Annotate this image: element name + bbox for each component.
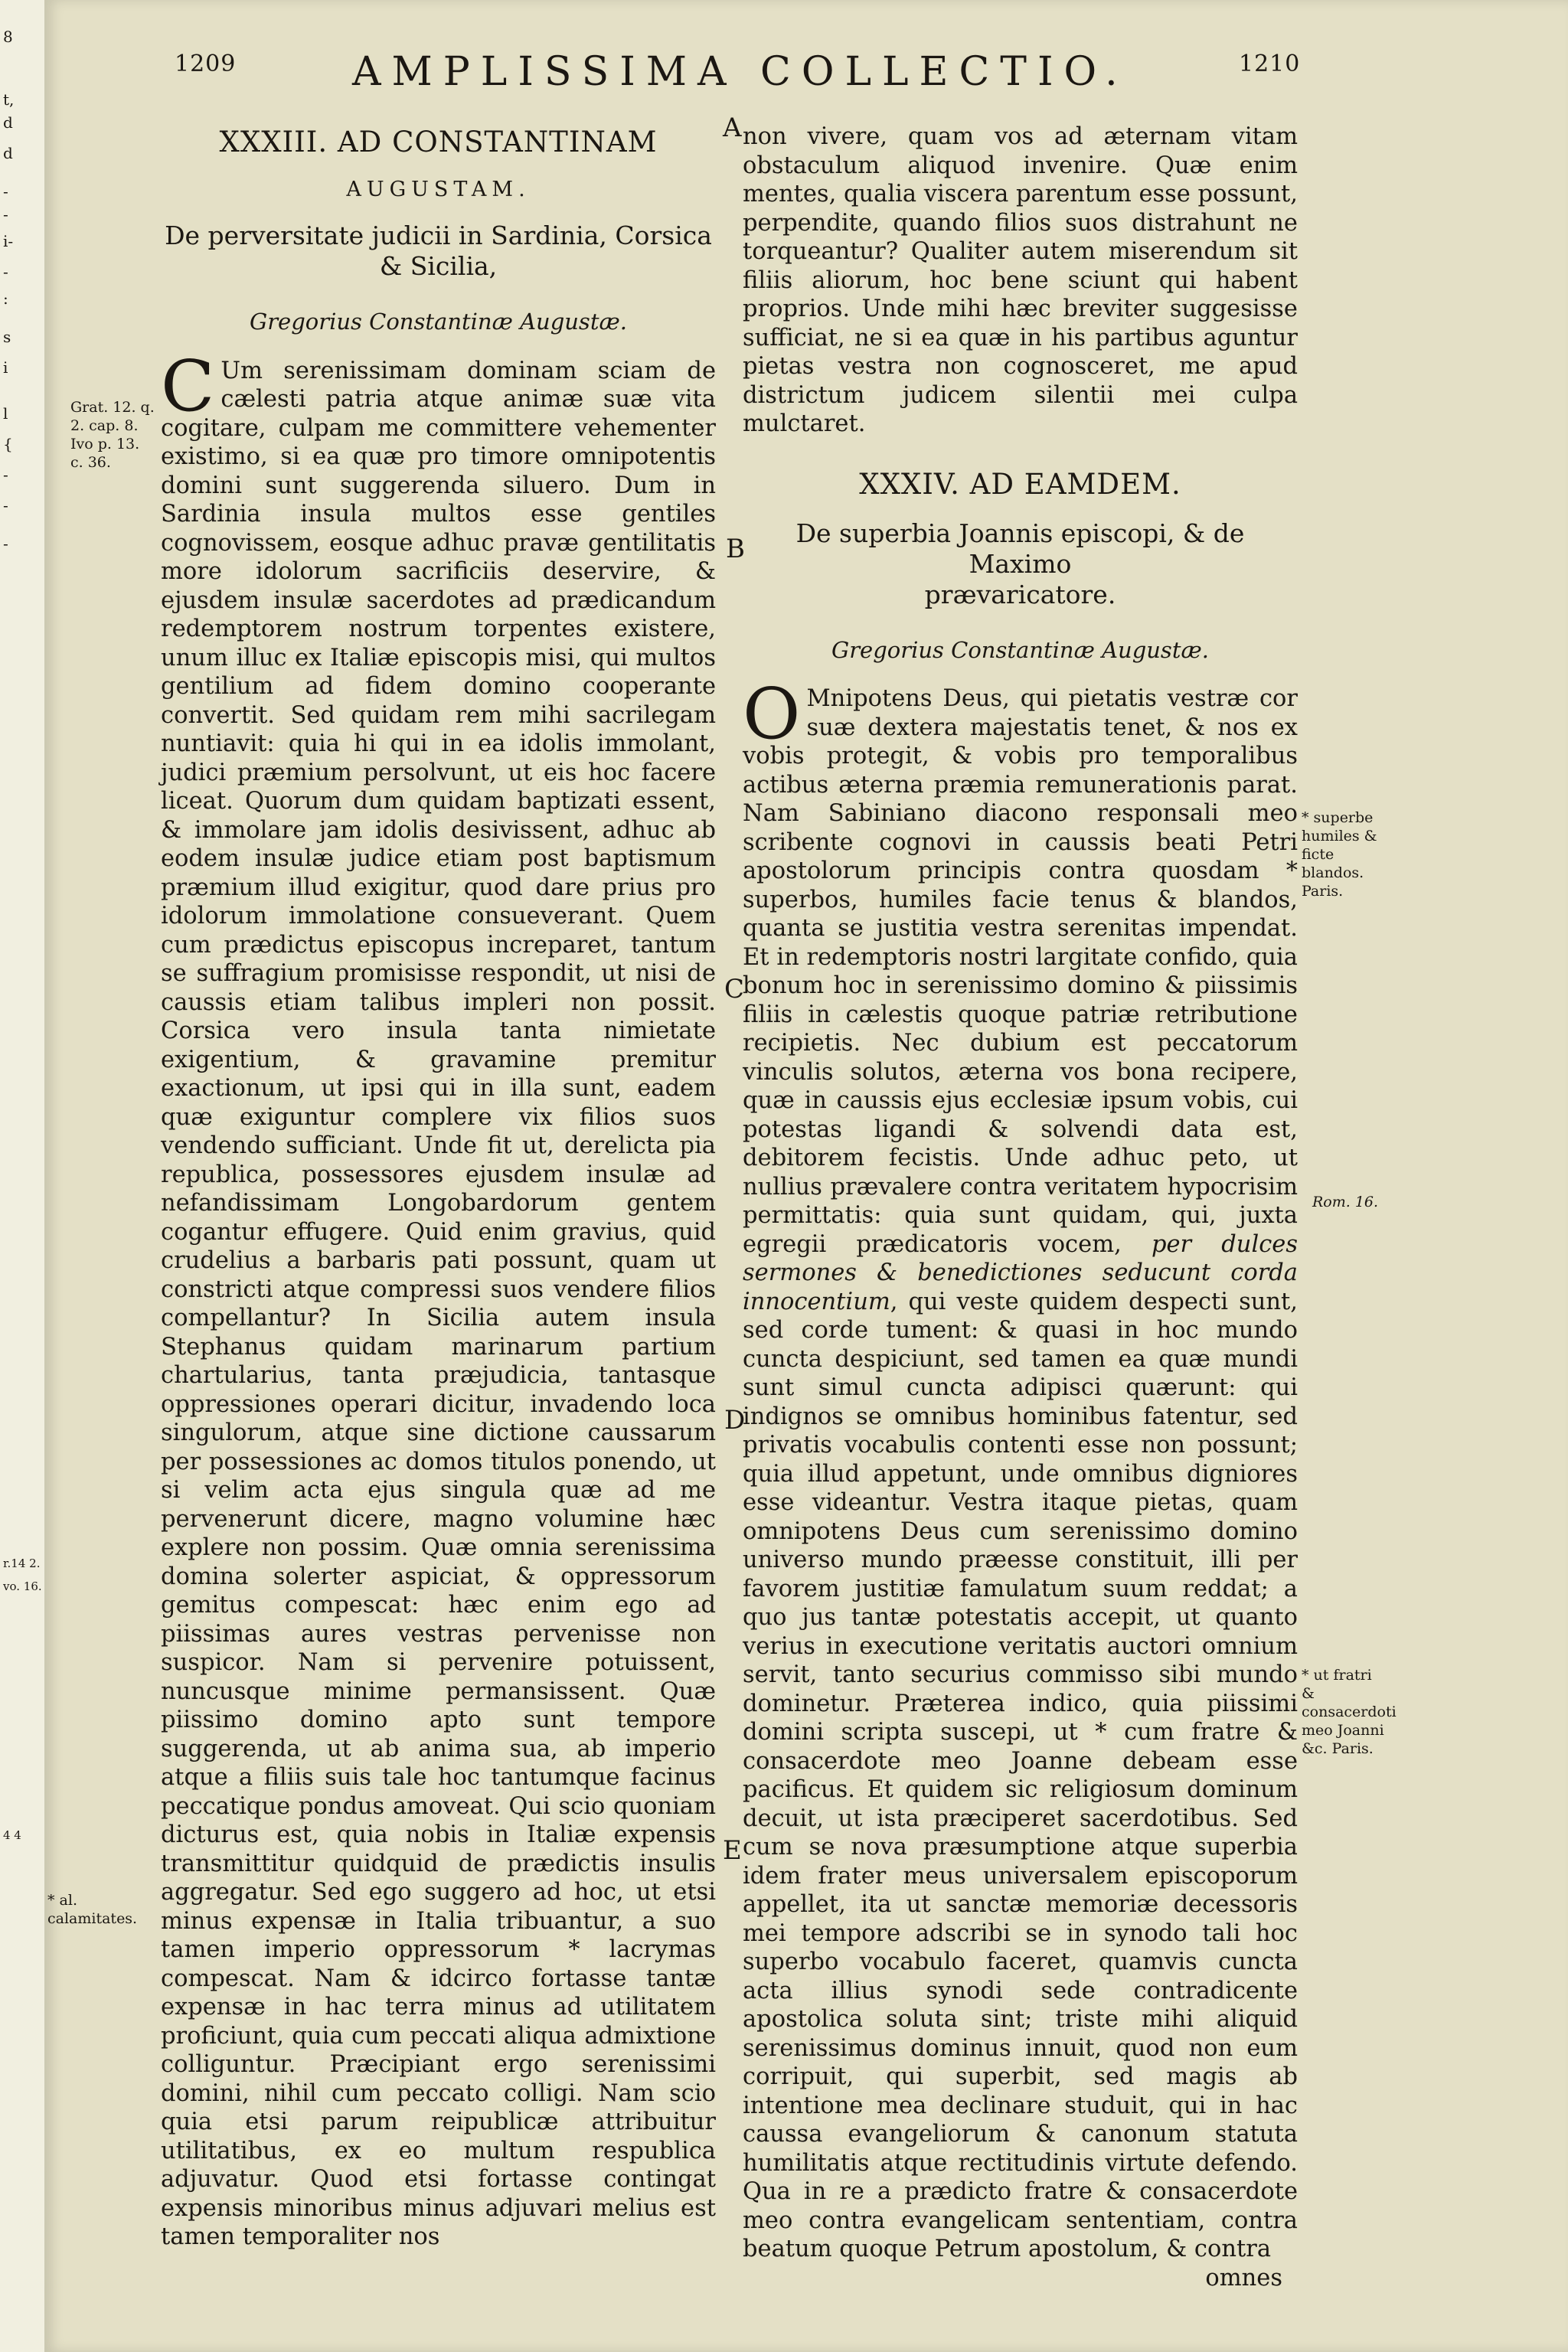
running-head-title: AMPLISSIMA COLLECTIO.: [352, 49, 1129, 95]
section-33-description-line1: De perversitate judicii in Sardinia, Corsica: [165, 220, 712, 250]
section-marker-a: A: [723, 113, 742, 143]
section-33-continuation: non vivere, quam vos ad æternam vitam obstaculum aliquod invenire. Quæ enim mentes, qualia viscera parentum esse possunt, perpendite, quando filios suos distrahunt ne torqueantur? Qualiter autem miserendum sit filiis aliorum, hoc bene sciunt qui habent proprios. Unde mihi hæc breviter suggesisse sufficiat, ne si ea quæ in his partibus aguntur pietas vestra non cognosceret, me apud districtum judicem silentii mei culpa mulctaret.: [743, 123, 1298, 437]
edge-fragment: vo. 16.: [3, 1579, 42, 1593]
edge-fragment: i-: [3, 232, 14, 250]
section-marker-e: E: [723, 1835, 742, 1866]
edge-fragment: 4 4: [3, 1828, 21, 1842]
margin-note-citation: Rom. 16.: [1312, 1194, 1379, 1210]
section-33-body: [161, 345, 716, 2252]
adjacent-page-edge: [0, 0, 44, 2352]
catchword: omnes: [1205, 2264, 1282, 2292]
section-33-subtitle: AUGUSTAM.: [346, 178, 531, 201]
edge-fragment: s: [3, 328, 11, 346]
drop-cap: C: [161, 345, 215, 427]
page-number-left: 1209: [175, 51, 237, 77]
edge-fragment: t,: [3, 90, 15, 109]
section-34-text-part2: , qui veste quidem despecti sunt, sed corde tument: & quasi in hoc mundo cuncta despiciunt, sed tamen ea quæ mundi sunt simul cuncta adipisci quærunt: qui indignos se omnibus hominibus fatentur, sed privatis vocabulis contenti esse non possunt; quia illud appetunt, unde omnibus digniores esse videantur. Vestra itaque pietas, quam omnipotens Deus cum serenissimo domino universo mundo præesse constituit, illi per favorem justitiæ famulatum suum reddat; a quo jus tantæ potestatis accepit, ut quanto verius in executione veritatis auctori omnium servit, tanto securius commisso sibi mundo dominetur. Præterea indico, quia piissimi domini scripta suscepi, ut * cum fratre & consacerdote meo Joanne debeam esse pacificus. Et quidem sic religiosum dominum decuit, ut ista præciperet sacerdotibus. Sed cum se nova præsumptione atque superbia idem frater meus universalem episcoporum appellet, ita ut sanctæ memoriæ decessoris mei tempore adscribi se in synodo tali hoc superbo vocabulo faceret, quamvis cuncta acta illius synodi sede contradicente apostolica soluta sint; triste mihi aliquid serenissimus dominus innuit, quod non eum corripuit, qui superbit, sed magis ab intentione mea declinare studuit, qui in hac caussa evangeliorum & canonum statuta humilitatis atque rectitudinis virtute defendo. Qua in re a prædicto fratre & consacerdote meo contra evangelicam sententiam, contra beatum quoque Petrum apostolum, & contra: [743, 1288, 1298, 2262]
section-marker-b: B: [726, 534, 745, 564]
section-33-text: Um serenissimam dominam sciam de cælesti patria atque animæ suæ vita cogitare, culpam me committere vehementer existimo, si ea quæ pro timore omnipotentis domini sunt suggerenda siluero. Dum in Sardinia insula multos esse gentiles cognovissem, eosque adhuc pravæ gentilitatis more idolorum sacrificiis deservire, & ejusdem insulæ sacerdotes ad prædicandum redemptorem nostrum torpentes existere, unum illuc ex Italiæ episcopis misi, qui multos gentilium ad fidem domino cooperante convertit. Sed quidam rem mihi sacrilegam nuntiavit: quia hi qui in ea idolis immolant, judici præmium persolvunt, ut eis hoc facere liceat. Quorum dum quidam baptizati essent, & immolare jam idolis desivissent, adhuc ab eodem insulæ judice etiam post baptismum præmium illud exigitur, quod dare prius pro idolorum immolatione consueverant. Quem cum prædictus episcopus increparet, tantum se suffragium promisisse respondit, ut nisi de caussis etiam talibus impleri non possit. Corsica vero insula tanta nimietate exigentium, & gravamine premitur exactionum, ut ipsi qui in illa sunt, eadem quæ exiguntur complere vix filios suos vendendo sufficiant. Unde fit ut, derelicta pia republica, possessores ejusdem insulæ ad nefandissimam Longobardorum gentem cogantur effugere. Quid enim gravius, quid crudelius a barbaris pati possunt, quam ut constricti atque compressi suos vendere filios compellantur? In Sicilia autem insula Stephanus quidam marinarum partium chartularius, tanta præjudicia, tantasque oppressiones operari dicitur, invadendo loca singulorum, atque sine dictione caussarum per possessiones ac domos titulos ponendo, ut si velim acta ejus singula quæ ad me pervenerunt dicere, magno volumine hæc explere non possim. Quæ omnia serenissima domina solerter aspiciat, & oppressorum gemitus compescat: hæc enim ego ad piissimas aures vestras pervenisse non suspicor. Nam si pervenire potuissent, nuncusque minime permansissent. Quæ piissimo domino apto sunt tempore suggerenda, ut ab anima sua, ab imperio atque a filiis suis tale hoc tantumque facinus peccatique pondus amoveat. Qui scio quoniam dicturus est, quia nobis in Italiæ expensis transmittitur quidquid de prædictis insulis aggregatur. Sed ego suggero ad hoc, ut etsi minus expensæ in Italia tribuantur, a suo tamen imperio oppressorum * lacrymas compescat. Nam & idcirco fortasse tantæ expensæ in hac terra minus ad utilitatem proficiunt, quia cum peccati aliqua admixtione colliguntur. Præcipiant ergo serenissimi domini, nihil cum peccato colligi. Nam scio quia etsi parum reipublicæ attribuitur utilitatibus, ex eo multum respublica adjuvatur. Quod etsi fortasse contingat expensis minoribus minus adjuvari melius est tamen temporaliter nos: [161, 357, 716, 2250]
section-marker-d: D: [724, 1405, 746, 1436]
edge-fragment: -: [3, 466, 8, 484]
margin-note-variant: * al. calamitates.: [47, 1892, 138, 1927]
margin-note-citation: Grat. 12. q. 2. cap. 8. Ivo p. 13. c. 36.: [70, 399, 155, 471]
section-33-description-line2: & Sicilia,: [379, 251, 498, 281]
edge-fragment: -: [3, 182, 8, 201]
section-34-description-line1: De superbia Joannis episcopi, & de Maximo: [795, 518, 1245, 579]
section-marker-c: C: [724, 974, 745, 1004]
section-34-text-part1: Mnipotens Deus, qui pietatis vestræ cor suæ dextera majestatis tenet, & nos ex vobis protegit, & vobis pro temporalibus actibus æterna præmia remunerationis parat. Nam Sabiniano diacono responsali meo scribente cognovi in caussis beati Petri apostolorum principis contra quosdam * superbos, humiles facie tenus & blandos, quanta se justitia vestra serenitas impendat. Et in redemptoris nostri largitate confido, quia bonum hoc in serenissimo domino & piissimis filiis in cælestis quoque patriæ retributione recipietis. Nec dubium est peccatorum vinculis solutos, æterna vos bona recipere, quæ in caussis ejus ecclesiæ ipsum vobis, cui potestas ligandi & solvendi data est, debitorem fecistis. Unde adhuc peto, ut nullius prævalere contra veritatem hypocrisim permittatis: quia sunt quidam, qui, juxta egregii prædicatoris vocem,: [743, 685, 1298, 1258]
page-number-right: 1210: [1239, 51, 1301, 77]
margin-note-variant: * ut fratri & consacerdoti meo Joanni &c. Paris.: [1302, 1667, 1396, 1757]
left-column: [161, 122, 716, 2252]
margin-note-variant: * superbe humiles & ficte blandos. Paris.: [1302, 809, 1377, 900]
section-33-author: Gregorius Constantinæ Augustæ.: [250, 309, 627, 335]
edge-fragment: i: [3, 358, 8, 377]
edge-fragment: -: [3, 263, 8, 281]
edge-fragment: :: [3, 289, 8, 308]
edge-fragment: 8: [3, 28, 13, 46]
edge-fragment: d: [3, 144, 13, 162]
section-33-title: XXXIII. AD CONSTANTINAM: [219, 126, 658, 158]
section-34-description-line2: prævaricatore.: [924, 579, 1116, 609]
edge-fragment: d: [3, 113, 13, 132]
edge-fragment: -: [3, 496, 8, 514]
scripture-quote: per dulces sermones & benedictiones seducunt corda innocentium: [743, 1230, 1298, 1315]
section-34-body: [743, 673, 1298, 2264]
section-33-description: [161, 220, 716, 282]
section-34-title: XXXIV. AD EAMDEM.: [859, 467, 1181, 501]
edge-fragment: -: [3, 205, 8, 224]
section-34-author: Gregorius Constantinæ Augustæ.: [831, 636, 1209, 663]
edge-fragment: l: [3, 404, 8, 423]
right-column: [743, 122, 1298, 2292]
edge-fragment: {: [3, 435, 13, 453]
edge-fragment: r.14 2.: [3, 1557, 41, 1570]
edge-fragment: -: [3, 534, 8, 553]
drop-cap: O: [743, 673, 801, 755]
section-34-description: [743, 518, 1298, 610]
